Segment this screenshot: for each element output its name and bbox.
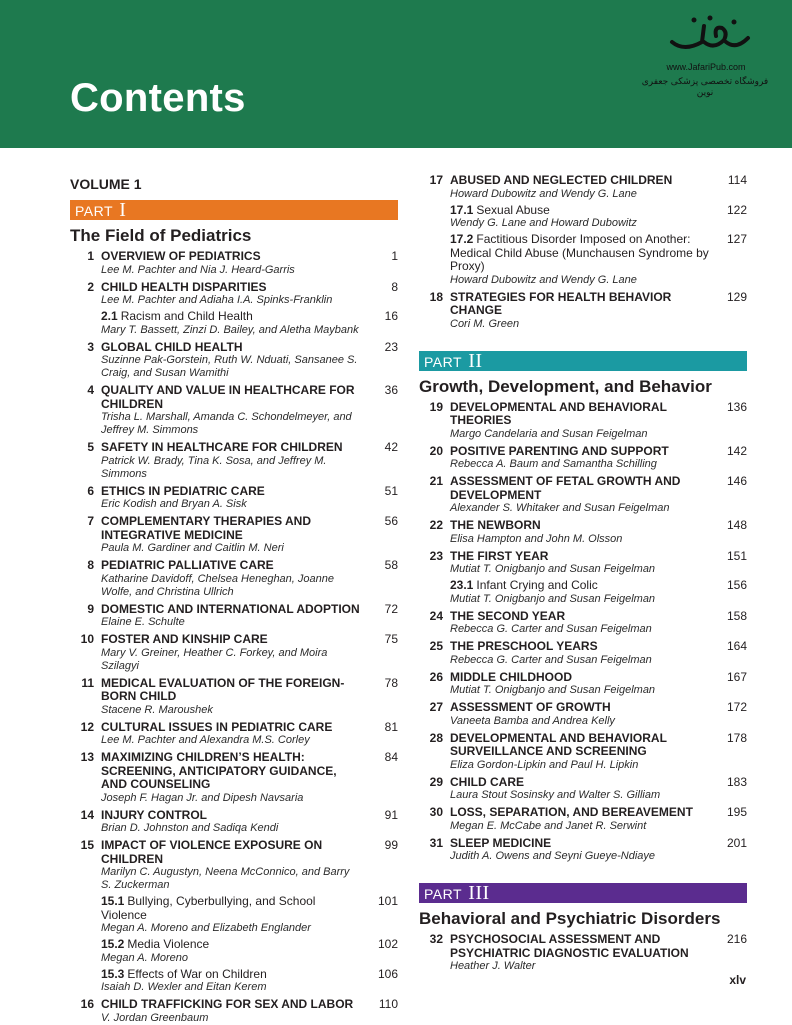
chapter-number: 26 (429, 669, 443, 684)
chapter-number: 29 (429, 774, 443, 789)
toc-entry[interactable] (419, 933, 747, 973)
toc-entry[interactable] (70, 250, 398, 277)
chapter-body (101, 559, 362, 599)
subchapter-title-text: Factitious Disorder Imposed on Another: Medical Child Abuse (Munchausen Syndrome by Proxy) (450, 232, 709, 273)
chapter-page: 195 (726, 805, 747, 819)
chapter-page: 183 (726, 774, 747, 789)
chapter-title: SLEEP MEDICINE (450, 835, 552, 850)
subchapter-page: 102 (377, 937, 398, 951)
chapter-body (101, 721, 362, 748)
chapter-page: 58 (384, 558, 398, 572)
chapter-title: THE NEWBORN (450, 518, 541, 532)
chapter-title: POSITIVE PARENTING AND SUPPORT (450, 443, 669, 458)
chapter-body (101, 341, 362, 381)
chapter-page: 216 (726, 932, 747, 946)
chapter-authors: Mutiat T. Onigbanjo and Susan Feigelman (450, 684, 656, 696)
chapter-body (101, 281, 362, 308)
toc-entry[interactable] (419, 291, 747, 331)
subchapter-page: 127 (726, 232, 747, 246)
chapter-authors: Mutiat T. Onigbanjo and Susan Feigelman (450, 563, 656, 575)
chapter-page: 142 (726, 443, 747, 458)
chapter-body (450, 806, 711, 833)
chapter-title: THE FIRST YEAR (450, 548, 549, 563)
subchapter-title (450, 204, 711, 218)
subchapter-authors: Howard Dubowitz and Wendy G. Lane (450, 273, 637, 286)
chapter-page: 72 (384, 601, 398, 616)
part-banner (70, 200, 398, 220)
chapter-page: 114 (727, 173, 747, 187)
subchapter-number: 23.1 (450, 578, 474, 592)
chapter-number: 3 (87, 339, 94, 354)
chapter-title: LOSS, SEPARATION, AND BEREAVEMENT (450, 805, 693, 819)
chapter-title: IMPACT OF VIOLENCE EXPOSURE ON CHILDREN (101, 838, 323, 866)
chapter-body (101, 998, 362, 1025)
toc-entry[interactable] (419, 776, 747, 803)
chapter-page: 51 (384, 483, 398, 498)
chapter-title: OVERVIEW OF PEDIATRICS (101, 249, 261, 263)
toc-entry[interactable] (419, 671, 747, 698)
chapter-title: THE SECOND YEAR (450, 608, 566, 623)
toc-entry[interactable] (70, 633, 398, 673)
chapter-page: 23 (384, 339, 398, 354)
chapter-page: 99 (384, 838, 398, 852)
subchapter-body (101, 938, 362, 965)
toc-entry[interactable] (70, 998, 398, 1025)
chapter-title: ASSESSMENT OF FETAL GROWTH AND DEVELOPMENT (450, 474, 681, 502)
chapter-number: 6 (87, 483, 94, 498)
chapter-number: 17 (429, 173, 443, 187)
chapter-page: 158 (726, 608, 747, 623)
subchapter-title (101, 938, 362, 952)
chapter-number: 13 (80, 750, 94, 764)
part-label: PART (424, 886, 462, 902)
publisher-logo (641, 12, 770, 98)
volume-label: VOLUME 1 (70, 176, 142, 192)
chapter-authors: Rebecca G. Carter and Susan Feigelman (450, 653, 652, 666)
subchapter-title (450, 233, 711, 274)
chapter-title: CHILD TRAFFICKING FOR SEX AND LABOR (101, 997, 354, 1011)
chapter-body (450, 776, 711, 803)
chapter-page: 75 (384, 632, 398, 646)
subchapter-body (450, 579, 711, 606)
chapter-body (101, 250, 362, 277)
chapter-authors: Elisa Hampton and John M. Olsson (450, 532, 623, 545)
toc-entry[interactable] (70, 441, 398, 481)
chapter-page: 8 (391, 279, 398, 294)
subchapter-title-text: Bullying, Cyberbullying, and School Violence (101, 894, 316, 922)
chapter-number: 20 (429, 443, 443, 458)
chapter-body (450, 701, 711, 728)
toc-entry[interactable] (70, 751, 398, 805)
subchapter-title-text: Racism and Child Health (120, 309, 253, 323)
chapter-title: FOSTER AND KINSHIP CARE (101, 632, 268, 646)
chapter-title: ETHICS IN PEDIATRIC CARE (101, 483, 265, 498)
chapter-page: 91 (384, 807, 398, 822)
chapter-title: PSYCHOSOCIAL ASSESSMENT AND PSYCHIATRIC DIAGNOSTIC EVALUATION (450, 932, 689, 960)
chapter-authors: Joseph F. Hagan Jr. and Dipesh Navsaria (101, 791, 304, 804)
chapter-number: 22 (429, 518, 443, 532)
chapter-number: 2 (87, 279, 94, 294)
chapter-body (450, 475, 711, 515)
subchapter-authors: Wendy G. Lane and Howard Dubowitz (450, 217, 637, 229)
toc-subentry[interactable] (70, 938, 398, 965)
subchapter-number: 17.2 (450, 232, 474, 246)
subchapter-body (101, 895, 362, 935)
chapter-authors: Rebecca A. Baum and Samantha Schilling (450, 458, 657, 470)
chapter-title: MEDICAL EVALUATION OF THE FOREIGN-BORN CHILD (101, 675, 345, 703)
chapter-number: 15 (80, 838, 94, 852)
chapter-number: 1 (87, 249, 94, 263)
chapter-page: 151 (726, 548, 747, 563)
chapter-authors: Paula M. Gardiner and Caitlin M. Neri (101, 542, 284, 554)
chapter-authors: Eric Kodish and Bryan A. Sisk (101, 498, 247, 510)
chapter-number: 16 (80, 997, 94, 1011)
toc-entry[interactable] (70, 721, 398, 748)
chapter-title: CULTURAL ISSUES IN PEDIATRIC CARE (101, 719, 333, 734)
subchapter-title-text: Sexual Abuse (476, 202, 550, 217)
toc-entry[interactable] (70, 341, 398, 381)
chapter-number: 7 (87, 514, 94, 528)
subchapter-authors: Isaiah D. Wexler and Eitan Kerem (101, 981, 267, 993)
part-title: Growth, Development, and Behavior (419, 376, 712, 396)
chapter-authors: Cori M. Green (450, 317, 520, 330)
chapter-page: 78 (384, 675, 398, 690)
chapter-title: STRATEGIES FOR HEALTH BEHAVIOR CHANGE (450, 289, 672, 317)
toc-entry[interactable] (419, 174, 747, 201)
subchapter-title (101, 310, 362, 324)
toc-entry[interactable] (419, 401, 747, 441)
chapter-number: 31 (429, 835, 443, 850)
chapter-title: DEVELOPMENTAL AND BEHAVIORAL SURVEILLANCE AND SCREENING (450, 730, 667, 758)
chapter-body (450, 732, 711, 772)
toc-entry[interactable] (419, 550, 747, 577)
chapter-number: 24 (429, 608, 443, 623)
part-numeral: II (468, 349, 483, 372)
toc-entry[interactable] (70, 515, 398, 555)
chapter-page: 81 (384, 719, 398, 734)
chapter-page: 110 (378, 997, 398, 1011)
chapter-body (101, 633, 362, 673)
chapter-body (450, 401, 711, 441)
chapter-authors: Vaneeta Bamba and Andrea Kelly (450, 714, 615, 727)
toc-entry[interactable] (419, 519, 747, 546)
subchapter-authors: Mutiat T. Onigbanjo and Susan Feigelman (450, 592, 656, 605)
toc-entry[interactable] (70, 809, 398, 836)
chapter-authors: Trisha L. Marshall, Amanda C. Schondelmeyer, and Jeffrey M. Simmons (101, 411, 352, 436)
chapter-body (450, 640, 711, 667)
chapter-authors: Lee M. Pachter and Nia J. Heard-Garris (101, 263, 295, 276)
chapter-body (450, 519, 711, 546)
chapter-authors: Patrick W. Brady, Tina K. Sosa, and Jeffrey M. Simmons (101, 454, 327, 480)
chapter-page: 56 (384, 514, 398, 528)
subchapter-page: 156 (726, 578, 747, 592)
chapter-body (101, 809, 362, 836)
chapter-page: 36 (384, 383, 398, 397)
chapter-authors: Megan E. McCabe and Janet R. Serwint (450, 819, 647, 832)
chapter-title: THE PRESCHOOL YEARS (450, 639, 598, 653)
chapter-number: 25 (429, 639, 443, 653)
chapter-title: ASSESSMENT OF GROWTH (450, 700, 611, 714)
toc-entry[interactable] (419, 475, 747, 515)
chapter-number: 12 (80, 719, 94, 734)
chapter-body (450, 291, 711, 331)
chapter-page: 148 (726, 518, 747, 532)
toc-subentry[interactable] (419, 233, 747, 287)
chapter-body (450, 671, 711, 698)
chapter-body (101, 677, 362, 717)
chapter-page: 201 (726, 835, 747, 850)
part-label: PART (75, 203, 113, 219)
chapter-authors: Judith A. Owens and Seyni Gueye-Ndiaye (450, 850, 656, 862)
chapter-title: MIDDLE CHILDHOOD (450, 669, 572, 684)
chapter-body (450, 445, 711, 472)
chapter-title: GLOBAL CHILD HEALTH (101, 339, 243, 354)
toc-entry[interactable] (419, 610, 747, 637)
toc-entry[interactable] (419, 837, 747, 864)
chapter-title: DEVELOPMENTAL AND BEHAVIORAL THEORIES (450, 399, 667, 427)
toc-entry[interactable] (70, 839, 398, 892)
part-banner (419, 351, 747, 371)
subchapter-title (101, 968, 362, 982)
toc-entry[interactable] (419, 445, 747, 472)
toc-entry[interactable] (70, 559, 398, 599)
chapter-authors: V. Jordan Greenbaum (101, 1011, 209, 1024)
chapter-authors: Margo Candelaria and Susan Feigelman (450, 427, 648, 440)
chapter-body (450, 550, 711, 577)
chapter-number: 28 (429, 730, 443, 745)
chapter-authors: Katharine Davidoff, Chelsea Heneghan, Joanne Wolfe, and Christina Ullrich (101, 572, 334, 598)
chapter-authors: Elaine E. Schulte (101, 616, 185, 628)
chapter-page: 129 (726, 289, 747, 304)
chapter-body (450, 174, 711, 201)
subchapter-page: 101 (377, 894, 398, 908)
publisher-url: www.JafariPub.com (666, 62, 746, 72)
chapter-body (101, 603, 362, 630)
chapter-page: 84 (384, 750, 398, 764)
chapter-title: MAXIMIZING CHILDREN’S HEALTH: SCREENING, ANTICIPATORY GUIDANCE, AND COUNSELING (101, 750, 337, 791)
chapter-body (101, 384, 362, 437)
chapter-number: 11 (81, 675, 94, 690)
toc-subentry[interactable] (419, 204, 747, 231)
chapter-body (101, 751, 362, 805)
part-numeral: III (468, 882, 490, 904)
chapter-body (101, 839, 362, 892)
subchapter-authors: Megan A. Moreno and Elizabeth Englander (101, 922, 311, 934)
chapter-body (101, 485, 362, 512)
toc-entry[interactable] (419, 806, 747, 833)
part-title: The Field of Pediatrics (70, 226, 252, 245)
subchapter-title (450, 579, 711, 593)
chapter-number: 23 (429, 548, 443, 563)
chapter-title: CHILD HEALTH DISPARITIES (101, 279, 267, 294)
chapter-authors: Suzinne Pak-Gorstein, Ruth W. Nduati, Sansanee S. Craig, and Susan Wamithi (101, 354, 358, 379)
chapter-number: 8 (87, 558, 94, 572)
chapter-body (101, 515, 362, 555)
toc-subentry[interactable] (70, 895, 398, 935)
part-banner (419, 883, 747, 903)
toc-entry[interactable] (419, 640, 747, 667)
chapter-number: 14 (80, 807, 94, 822)
chapter-authors: Laura Stout Sosinsky and Walter S. Gilliam (450, 789, 661, 801)
toc-entry[interactable] (70, 384, 398, 437)
chapter-title: SAFETY IN HEALTHCARE FOR CHILDREN (101, 440, 343, 454)
chapter-title: ABUSED AND NEGLECTED CHILDREN (450, 173, 673, 187)
chapter-page: 172 (726, 700, 747, 714)
chapter-body (450, 610, 711, 637)
page-title: Contents (70, 76, 246, 120)
chapter-body (101, 441, 362, 481)
chapter-number: 21 (429, 474, 443, 488)
toc-entry[interactable] (70, 603, 398, 630)
chapter-page: 42 (384, 440, 398, 454)
chapter-authors: Lee M. Pachter and Alexandra M.S. Corley (101, 734, 310, 746)
part-label: PART (424, 353, 462, 370)
chapter-page: 164 (726, 639, 747, 653)
chapter-number: 32 (429, 932, 443, 946)
chapter-authors: Howard Dubowitz and Wendy G. Lane (450, 187, 637, 200)
part-title: Behavioral and Psychiatric Disorders (419, 909, 721, 928)
subchapter-body (101, 968, 362, 995)
subchapter-title-text: Media Violence (127, 937, 210, 951)
chapter-page: 1 (391, 249, 398, 263)
chapter-authors: Alexander S. Whitaker and Susan Feigelman (450, 502, 670, 514)
chapter-number: 27 (429, 700, 443, 714)
chapter-number: 19 (429, 399, 443, 414)
chapter-number: 10 (80, 632, 94, 646)
toc-subentry[interactable] (70, 310, 398, 337)
chapter-authors: Lee M. Pachter and Adiaha I.A. Spinks-Franklin (101, 294, 333, 306)
chapter-number: 9 (87, 601, 94, 616)
subchapter-title-text: Effects of War on Children (127, 966, 267, 981)
chapter-title: CHILD CARE (450, 774, 524, 789)
page-number: xlv (729, 973, 746, 987)
toc-entry[interactable] (419, 732, 747, 772)
chapter-page: 136 (726, 399, 747, 414)
toc-column-left (70, 175, 398, 1025)
chapter-body (450, 837, 711, 864)
chapter-number: 30 (429, 805, 443, 819)
part-numeral: I (119, 199, 127, 221)
chapter-page: 146 (726, 474, 747, 488)
subchapter-number: 15.2 (101, 937, 125, 951)
subchapter-number: 17.1 (450, 202, 474, 217)
subchapter-body (450, 233, 711, 287)
chapter-title: INJURY CONTROL (101, 807, 208, 822)
subchapter-page: 16 (384, 309, 398, 323)
subchapter-number: 2.1 (101, 309, 118, 323)
subchapter-body (101, 310, 362, 337)
chapter-page: 178 (726, 730, 747, 745)
toc-entry[interactable] (70, 677, 398, 717)
chapter-authors: Eliza Gordon-Lipkin and Paul H. Lipkin (450, 758, 639, 771)
chapter-authors: Mary V. Greiner, Heather C. Forkey, and Moira Szilagyi (101, 646, 328, 672)
chapter-authors: Stacene R. Maroushek (101, 703, 213, 716)
subchapter-page: 122 (726, 202, 747, 217)
toc-subentry[interactable] (419, 579, 747, 606)
chapter-number: 18 (429, 289, 443, 304)
toc-entry[interactable] (70, 485, 398, 512)
subchapter-title-text: Infant Crying and Colic (476, 578, 598, 592)
subchapter-authors: Megan A. Moreno (101, 951, 189, 964)
chapter-title: DOMESTIC AND INTERNATIONAL ADOPTION (101, 601, 360, 616)
chapter-title: PEDIATRIC PALLIATIVE CARE (101, 558, 274, 572)
chapter-title: QUALITY AND VALUE IN HEALTHCARE FOR CHILDREN (101, 383, 355, 411)
subchapter-number: 15.3 (101, 966, 125, 981)
toc-entry[interactable] (70, 281, 398, 308)
chapter-authors: Heather J. Walter (450, 960, 536, 972)
subchapter-authors: Mary T. Bassett, Zinzi D. Bailey, and Aletha Maybank (101, 323, 359, 336)
chapter-body (450, 933, 711, 973)
subchapter-body (450, 204, 711, 231)
chapter-number: 5 (87, 440, 94, 454)
chapter-title: COMPLEMENTARY THERAPIES AND INTEGRATIVE MEDICINE (101, 514, 312, 542)
chapter-authors: Brian D. Johnston and Sadiqa Kendi (101, 822, 279, 834)
chapter-page: 167 (726, 669, 747, 684)
chapter-authors: Marilyn C. Augustyn, Neena McConnico, and Barry S. Zuckerman (101, 866, 350, 891)
publisher-logo-icon (664, 12, 754, 60)
subchapter-page: 106 (377, 966, 398, 981)
chapter-number: 4 (87, 383, 94, 397)
toc-subentry[interactable] (70, 968, 398, 995)
subchapter-number: 15.1 (101, 894, 125, 908)
toc-column-right (419, 174, 747, 973)
publisher-caption: فروشگاه تخصصی پزشکی جعفری نوین (641, 76, 769, 97)
toc-entry[interactable] (419, 701, 747, 728)
chapter-authors: Rebecca G. Carter and Susan Feigelman (450, 623, 652, 635)
subchapter-title (101, 895, 362, 922)
